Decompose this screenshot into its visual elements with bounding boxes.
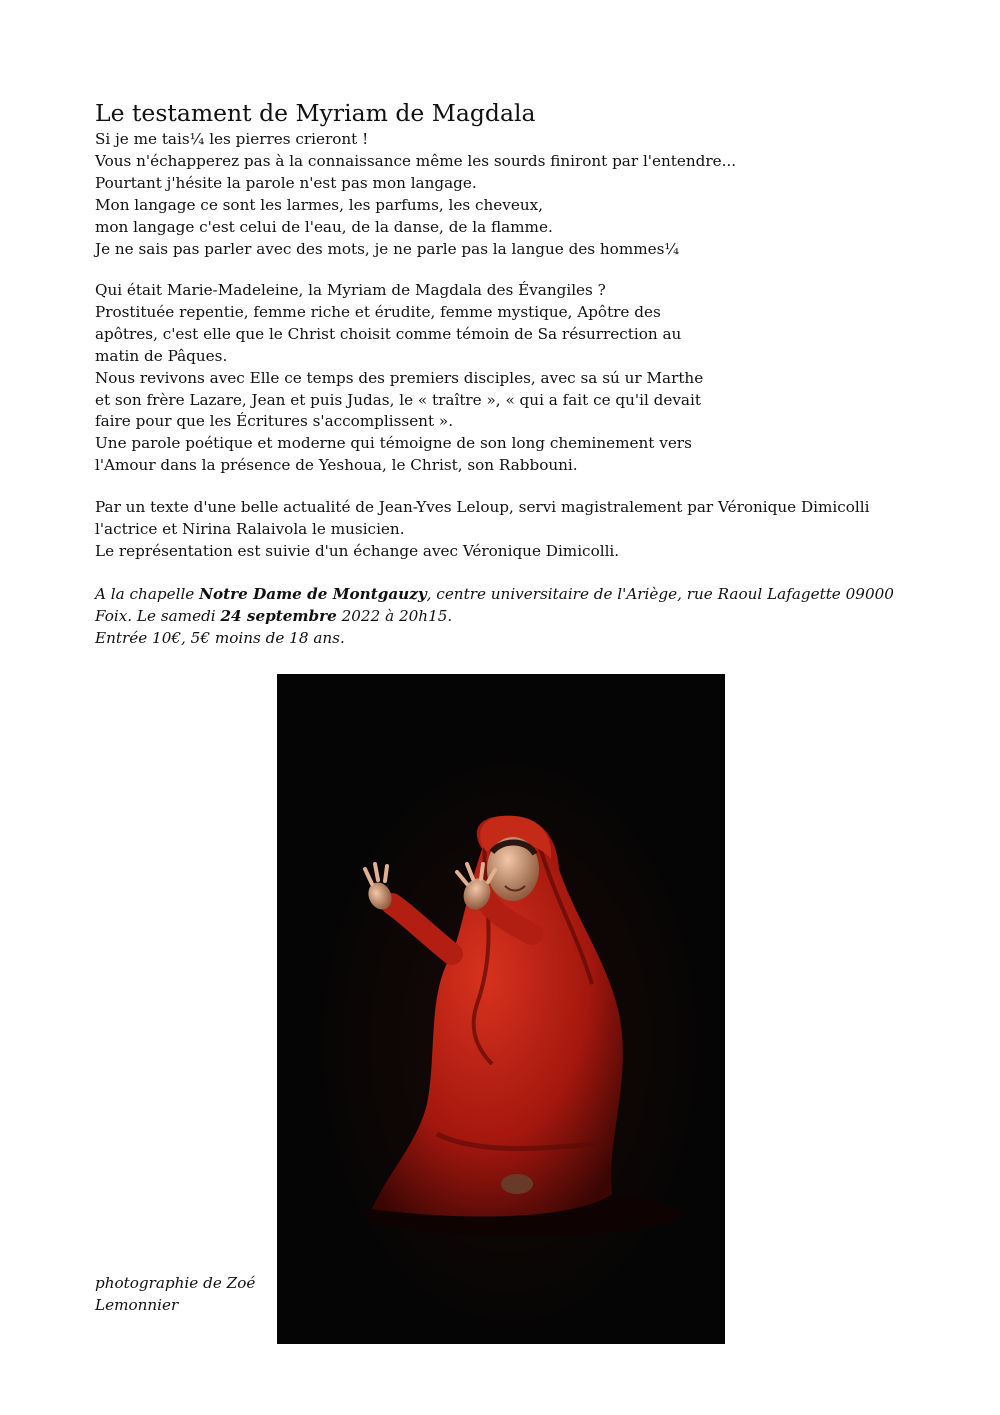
intro-paragraph [95, 280, 703, 477]
performance-photo [277, 674, 725, 1344]
actress-illustration [277, 674, 725, 1344]
venue-date: 24 septembre [220, 606, 337, 625]
page-title: Le testament de Myriam de Magdala [95, 99, 536, 127]
intro-line: Nous revivons avec Elle ce temps des premiers disciples, avec sa sú ur Marthe [95, 368, 704, 387]
credits-line: Le représentation est suivie d'un échange avec Véronique Dimicolli. [95, 541, 620, 560]
venue-chapel-name: Notre Dame de Montgauzy [199, 585, 427, 603]
venue-text: , centre universitaire de l'Ariège, rue Raoul Lafagette 09000 [426, 585, 894, 603]
intro-line: Qui était Marie-Madeleine, la Myriam de Magdala des Évangiles ? [95, 281, 606, 299]
photo-caption [95, 1273, 255, 1317]
intro-line: et son frère Lazare, Jean et puis Judas, le « traître », « qui a fait ce qu'il devait [95, 390, 701, 409]
poem-line: Vous n'échapperez pas à la connaissance même les sourds finiront par l'entendre... [95, 151, 737, 170]
poem-line: Pourtant j'hésite la parole n'est pas mon langage. [95, 173, 477, 192]
intro-line: l'Amour dans la présence de Yeshoua, le Christ, son Rabbouni. [95, 456, 578, 475]
poem-line: Je ne sais pas parler avec des mots, je ne parle pas la langue des hommes¼ [95, 239, 680, 258]
venue-line [95, 584, 894, 606]
venue-text: 2022 à 20h15. [336, 606, 453, 625]
poem-line: Mon langage ce sont les larmes, les parfums, les cheveux, [95, 195, 544, 214]
credits-paragraph [95, 497, 869, 563]
caption-line: photographie de Zoé [95, 1274, 256, 1292]
venue-text: Foix. Le samedi [95, 606, 221, 625]
intro-line: apôtres, c'est elle que le Christ choisit comme témoin de Sa résurrection au [95, 324, 682, 343]
intro-line: Prostituée repentie, femme riche et érudite, femme mystique, Apôtre des [95, 302, 661, 321]
poem-line: mon langage c'est celui de l'eau, de la danse, de la flamme. [95, 217, 553, 236]
venue-info [95, 584, 894, 650]
caption-line: Lemonnier [95, 1295, 179, 1314]
venue-text: A la chapelle [95, 585, 200, 603]
poem-excerpt [95, 129, 736, 260]
credits-line: Par un texte d'une belle actualité de Jean-Yves Leloup, servi magistralement par Véronique Dimicolli [95, 498, 870, 516]
credits-line: l'actrice et Nirina Ralaivola le musicien. [95, 519, 405, 538]
intro-line: matin de Pâques. [95, 346, 228, 365]
intro-line: Une parole poétique et moderne qui témoigne de son long cheminement vers [95, 434, 692, 453]
venue-line [95, 606, 894, 628]
intro-line: faire pour que les Écritures s'accomplissent ». [95, 412, 454, 431]
venue-price: Entrée 10€, 5€ moins de 18 ans. [95, 628, 345, 647]
poem-line: Si je me tais¼ les pierres crieront ! [95, 130, 369, 148]
